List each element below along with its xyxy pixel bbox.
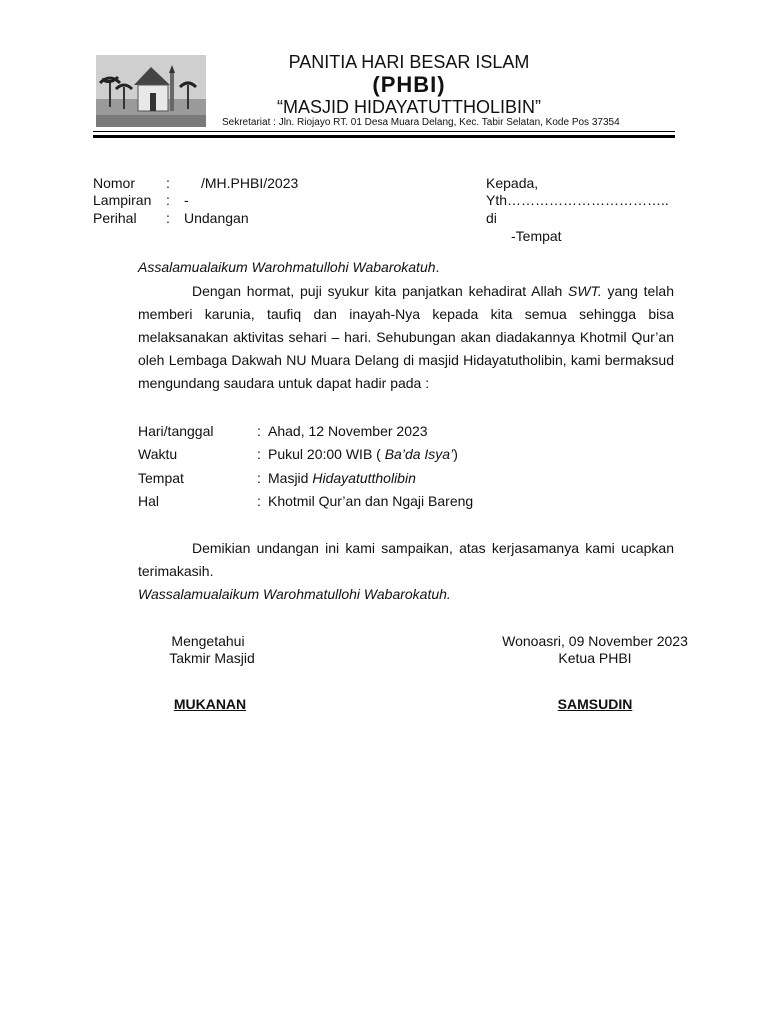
opening-paragraph [138,280,674,395]
right-sign-role: Ketua PHBI [558,650,632,666]
perihal-label: Perihal [93,210,137,226]
mosque-logo [96,55,206,127]
header-divider-thick [93,135,675,138]
hari-colon: : [257,423,261,439]
waktu-value-italic: Ba’da Isya’ [384,446,454,462]
left-signatory [130,696,290,714]
tempat-value-italic: Hidayatuttholibin [312,470,416,486]
perihal-value: Undangan [184,210,249,226]
closing-paragraph [138,537,674,583]
farewell-text: Wassalamualaikum Warohmatullohi Wabarokatuh. [138,586,451,602]
lampiran-colon: : [166,192,170,208]
perihal-colon: : [166,210,170,226]
tempat-colon: : [257,470,261,486]
left-signatory-name: MUKANAN [173,696,247,712]
hal-colon: : [257,493,261,509]
mosque-name: “MASJID HIDAYATUTTHOLIBIN” [276,97,541,117]
recipient-kepada: Kepada, [486,175,539,191]
left-sign-title: Mengetahui [171,633,245,649]
farewell [138,586,451,602]
header-divider-thin [93,131,675,132]
hal-value: Khotmil Qur’an dan Ngaji Bareng [268,493,474,509]
hari-value: Ahad, 12 November 2023 [268,423,428,439]
right-signatory-name: SAMSUDIN [557,696,633,712]
greeting-period: . [435,259,440,275]
tempat-value-text: Masjid [268,470,313,486]
opening-swt: SWT. [568,283,602,299]
greeting-text: Assalamualaikum Warohmatullohi Wabarokatuh [138,259,436,275]
greeting [138,259,439,275]
secretariat-address: Sekretariat : Jln. Riojayo RT. 01 Desa Muara Delang, Kec. Tabir Selatan, Kode Pos 37354 [222,117,620,128]
waktu-label: Waktu [138,446,178,462]
recipient-yth: Yth…………………………….. [486,192,669,208]
nomor-colon: : [166,175,170,191]
left-sign-role: Takmir Masjid [169,650,255,666]
lampiran-value: - [184,192,189,208]
waktu-value-end: ) [453,446,458,462]
org-acronym: (PHBI) [372,72,446,97]
waktu-value-text: Pukul 20:00 WIB ( [268,446,385,462]
closing-text: Demikian undangan ini kami sampaikan, atas kerjasamanya kami ucapkan terimakasih. [138,540,674,579]
nomor-value: /MH.PHBI/2023 [201,175,299,191]
hari-label: Hari/tanggal [138,423,214,439]
recipient-tempat: -Tempat [511,228,562,244]
opening-text-b: yang telah memberi karunia, taufiq dan inayah-Nya kepada kita semua sehingga bisa melaksanakan aktivitas sehari – hari. Sehubungan akan diadakannya Khotmil Qur’an oleh Lembaga Dakwah NU Muara Delang di masjid Hidayatutholibin, kami bermaksud mengundang saudara untuk dapat hadir pada : [138,283,674,391]
lampiran-label: Lampiran [93,192,152,208]
org-title: PANITIA HARI BESAR ISLAM [288,52,530,72]
opening-text-a: Dengan hormat, puji syukur kita panjatkan kehadirat Allah [192,283,569,299]
waktu-value [268,446,458,462]
nomor-label: Nomor [93,175,136,191]
right-sign-date: Wonoasri, 09 November 2023 [502,633,688,649]
hal-label: Hal [138,493,160,509]
recipient-di: di [486,210,497,226]
tempat-value [268,470,416,486]
tempat-label: Tempat [138,470,184,486]
waktu-colon: : [257,446,261,462]
right-signatory [500,696,690,714]
